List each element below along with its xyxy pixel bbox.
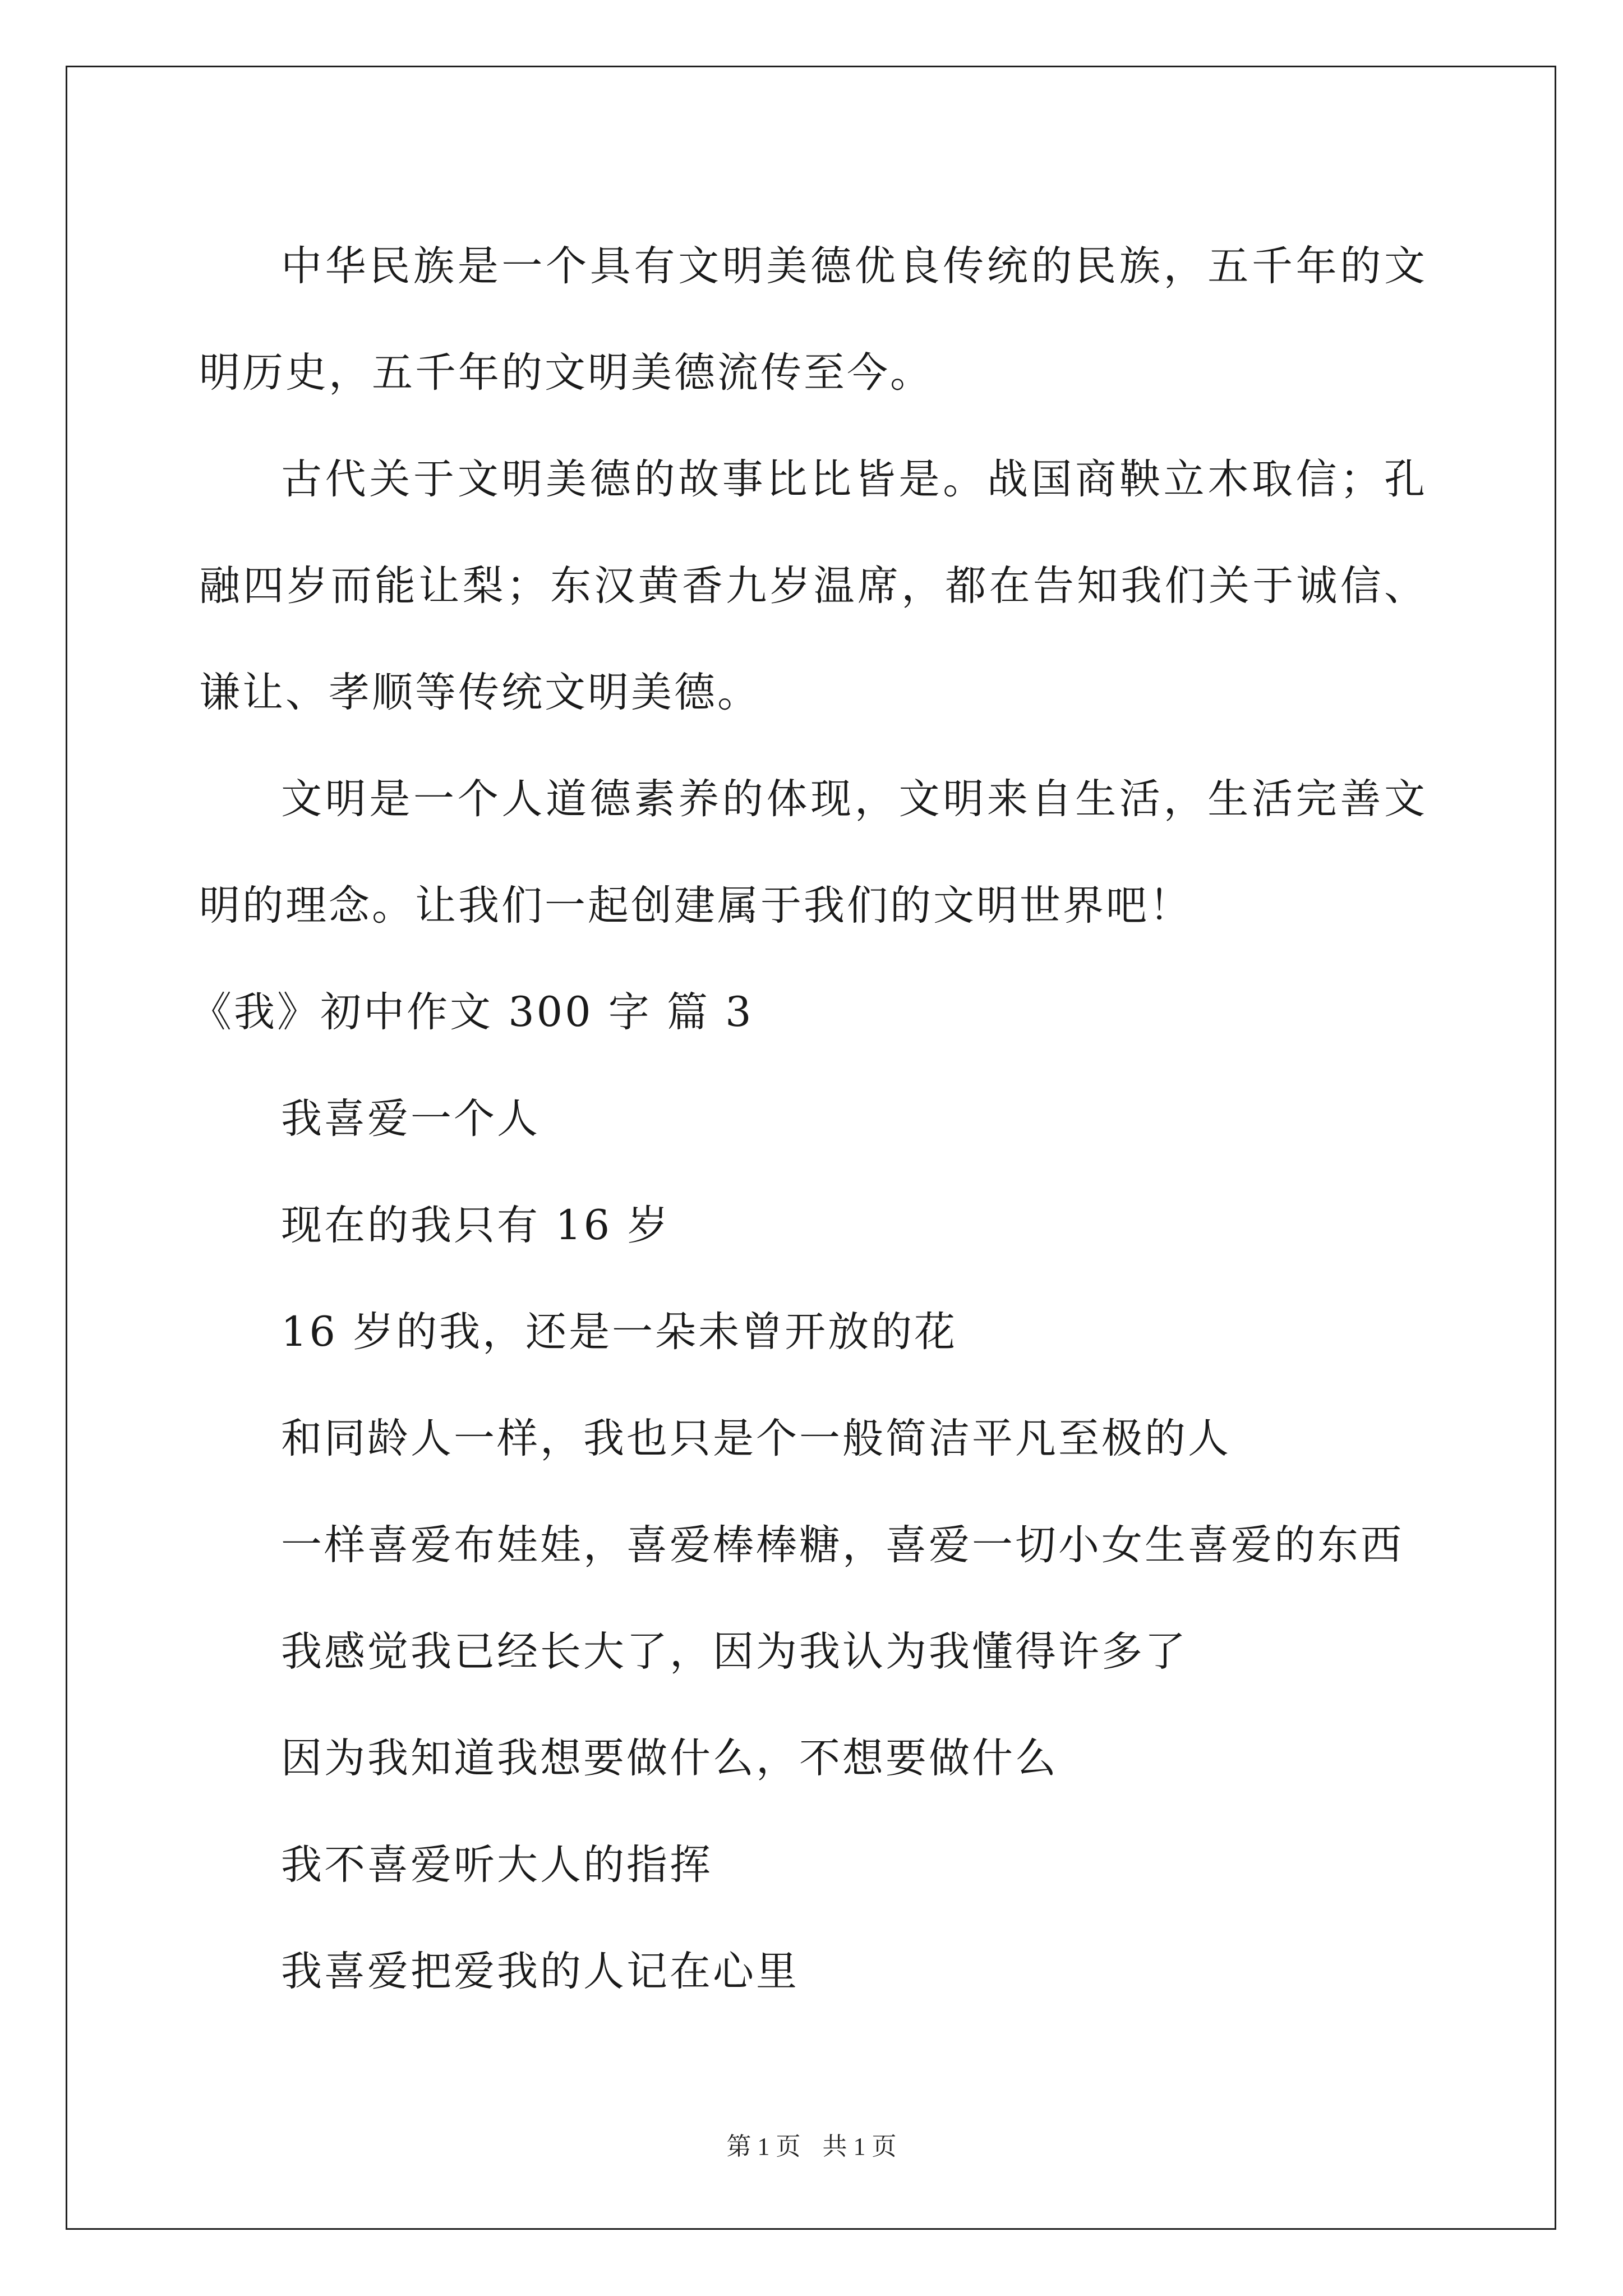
paragraph: 中华民族是一个具有文明美德优良传统的民族，五千年的文明历史，五千年的文明美德流传至今。 — [199, 242, 1427, 397]
poem-line: 和同龄人一样，我也只是个一般简洁平凡至极的人 — [281, 1415, 1231, 1462]
poem-line: 我喜爱一个人 — [281, 1095, 540, 1143]
poem-line: 我喜爱把爱我的人记在心里 — [281, 1948, 799, 1995]
page-number-total: 共 1 页 — [822, 2133, 897, 2160]
paragraph: 文明是一个人道德素养的体现，文明来自生活，生活完善文明的理念。让我们一起创建属于我们的文明世界吧！ — [199, 775, 1427, 930]
poem-line: 我不喜爱听大人的指挥 — [281, 1841, 713, 1889]
poem-line: 16 岁的我，还是一朵未曾开放的花 — [281, 1308, 958, 1356]
poem-line: 因为我知道我想要做什么，不想要做什么 — [281, 1734, 1058, 1782]
poem-line: 现在的我只有 16 岁 — [281, 1202, 671, 1249]
page-number-current: 第 1 页 — [726, 2133, 801, 2160]
poem-line: 一样喜爱布娃娃，喜爱棒棒糖，喜爱一切小女生喜爱的东西 — [281, 1521, 1404, 1569]
page-footer — [0, 2126, 1623, 2162]
section-heading: 《我》初中作文 300 字 篇 3 — [191, 988, 754, 1036]
poem-line: 我感觉我已经长大了，因为我认为我懂得许多了 — [281, 1628, 1188, 1676]
document-body — [191, 213, 1427, 2025]
paragraph: 古代关于文明美德的故事比比皆是。战国商鞅立木取信；孔融四岁而能让梨；东汉黄香九岁温席，都在告知我们关于诚信、谦让、孝顺等传统文明美德。 — [199, 455, 1427, 716]
